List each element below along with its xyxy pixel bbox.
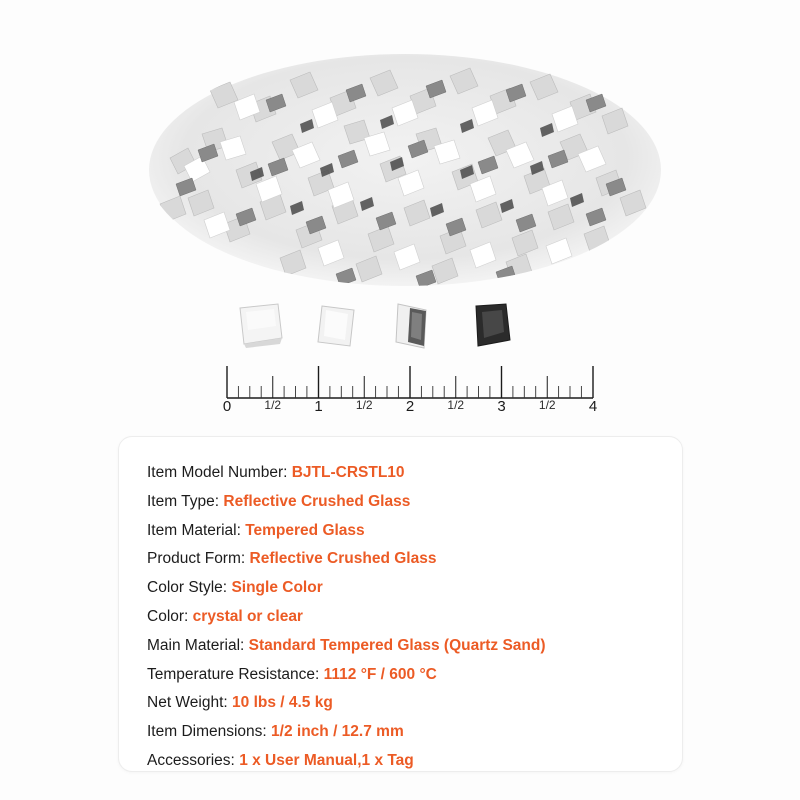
- ruler-tick-half-3: 1/2: [447, 398, 465, 412]
- ruler-tick-labels: [222, 398, 598, 422]
- half-mirrored-glass-chip: [396, 304, 426, 348]
- spec-label: Temperature Resistance:: [147, 665, 320, 683]
- spec-value: Single Color: [231, 579, 323, 597]
- ruler-tick-4: 4: [588, 398, 598, 415]
- spec-label: Main Material:: [147, 636, 245, 654]
- spec-row: [147, 459, 682, 488]
- clear-glass-chip: [240, 304, 282, 348]
- ruler-tick-half-2: 1/2: [355, 398, 373, 412]
- crushed-glass-pile-illustration: [140, 38, 670, 293]
- mirrored-glass-chip: [476, 304, 510, 346]
- spec-value: Tempered Glass: [245, 521, 365, 539]
- spec-row: [147, 632, 682, 661]
- specifications-card: [118, 436, 683, 772]
- spec-label: Item Dimensions:: [147, 723, 267, 741]
- spec-label: Net Weight:: [147, 694, 228, 712]
- spec-row: [147, 574, 682, 603]
- spec-label: Color Style:: [147, 579, 228, 597]
- ruler-tick-half-1: 1/2: [264, 398, 282, 412]
- spec-row: [147, 517, 682, 546]
- spec-value: Reflective Crushed Glass: [249, 550, 437, 568]
- ruler-tick-3: 3: [497, 398, 506, 415]
- sample-chips-row: [230, 300, 550, 360]
- ruler-tick-1: 1: [314, 398, 323, 415]
- spec-label: Item Type:: [147, 492, 220, 510]
- spec-value: Standard Tempered Glass (Quartz Sand): [248, 636, 546, 654]
- ruler-tick-2: 2: [405, 398, 415, 415]
- spec-value: 1/2 inch / 12.7 mm: [271, 723, 404, 741]
- spec-label: Product Form:: [147, 550, 246, 568]
- spec-value: 10 lbs / 4.5 kg: [232, 694, 333, 712]
- ruler-tick-half-4: 1/2: [538, 398, 556, 412]
- spec-row: [147, 603, 682, 632]
- spec-value: 1112 °F / 600 °C: [323, 665, 437, 683]
- spec-value: BJTL-CRSTL10: [291, 464, 405, 481]
- spec-label: Accessories:: [147, 751, 235, 769]
- product-hero-image: [0, 0, 800, 300]
- spec-label: Item Material:: [147, 521, 241, 539]
- clear-glass-chip: [318, 306, 354, 346]
- spec-row: [147, 718, 682, 747]
- spec-row: [147, 747, 682, 776]
- spec-row: [147, 488, 682, 517]
- spec-row: [147, 689, 682, 718]
- spec-value: 1 x User Manual,1 x Tag: [239, 751, 414, 769]
- spec-value: Reflective Crushed Glass: [223, 492, 411, 510]
- spec-row: [147, 545, 682, 574]
- scale-ruler: [222, 362, 598, 427]
- spec-label: Item Model Number:: [147, 464, 288, 481]
- spec-label: Color:: [147, 607, 189, 625]
- spec-value: crystal or clear: [192, 607, 303, 625]
- spec-row: [147, 661, 682, 690]
- ruler-tick-0: 0: [222, 398, 232, 415]
